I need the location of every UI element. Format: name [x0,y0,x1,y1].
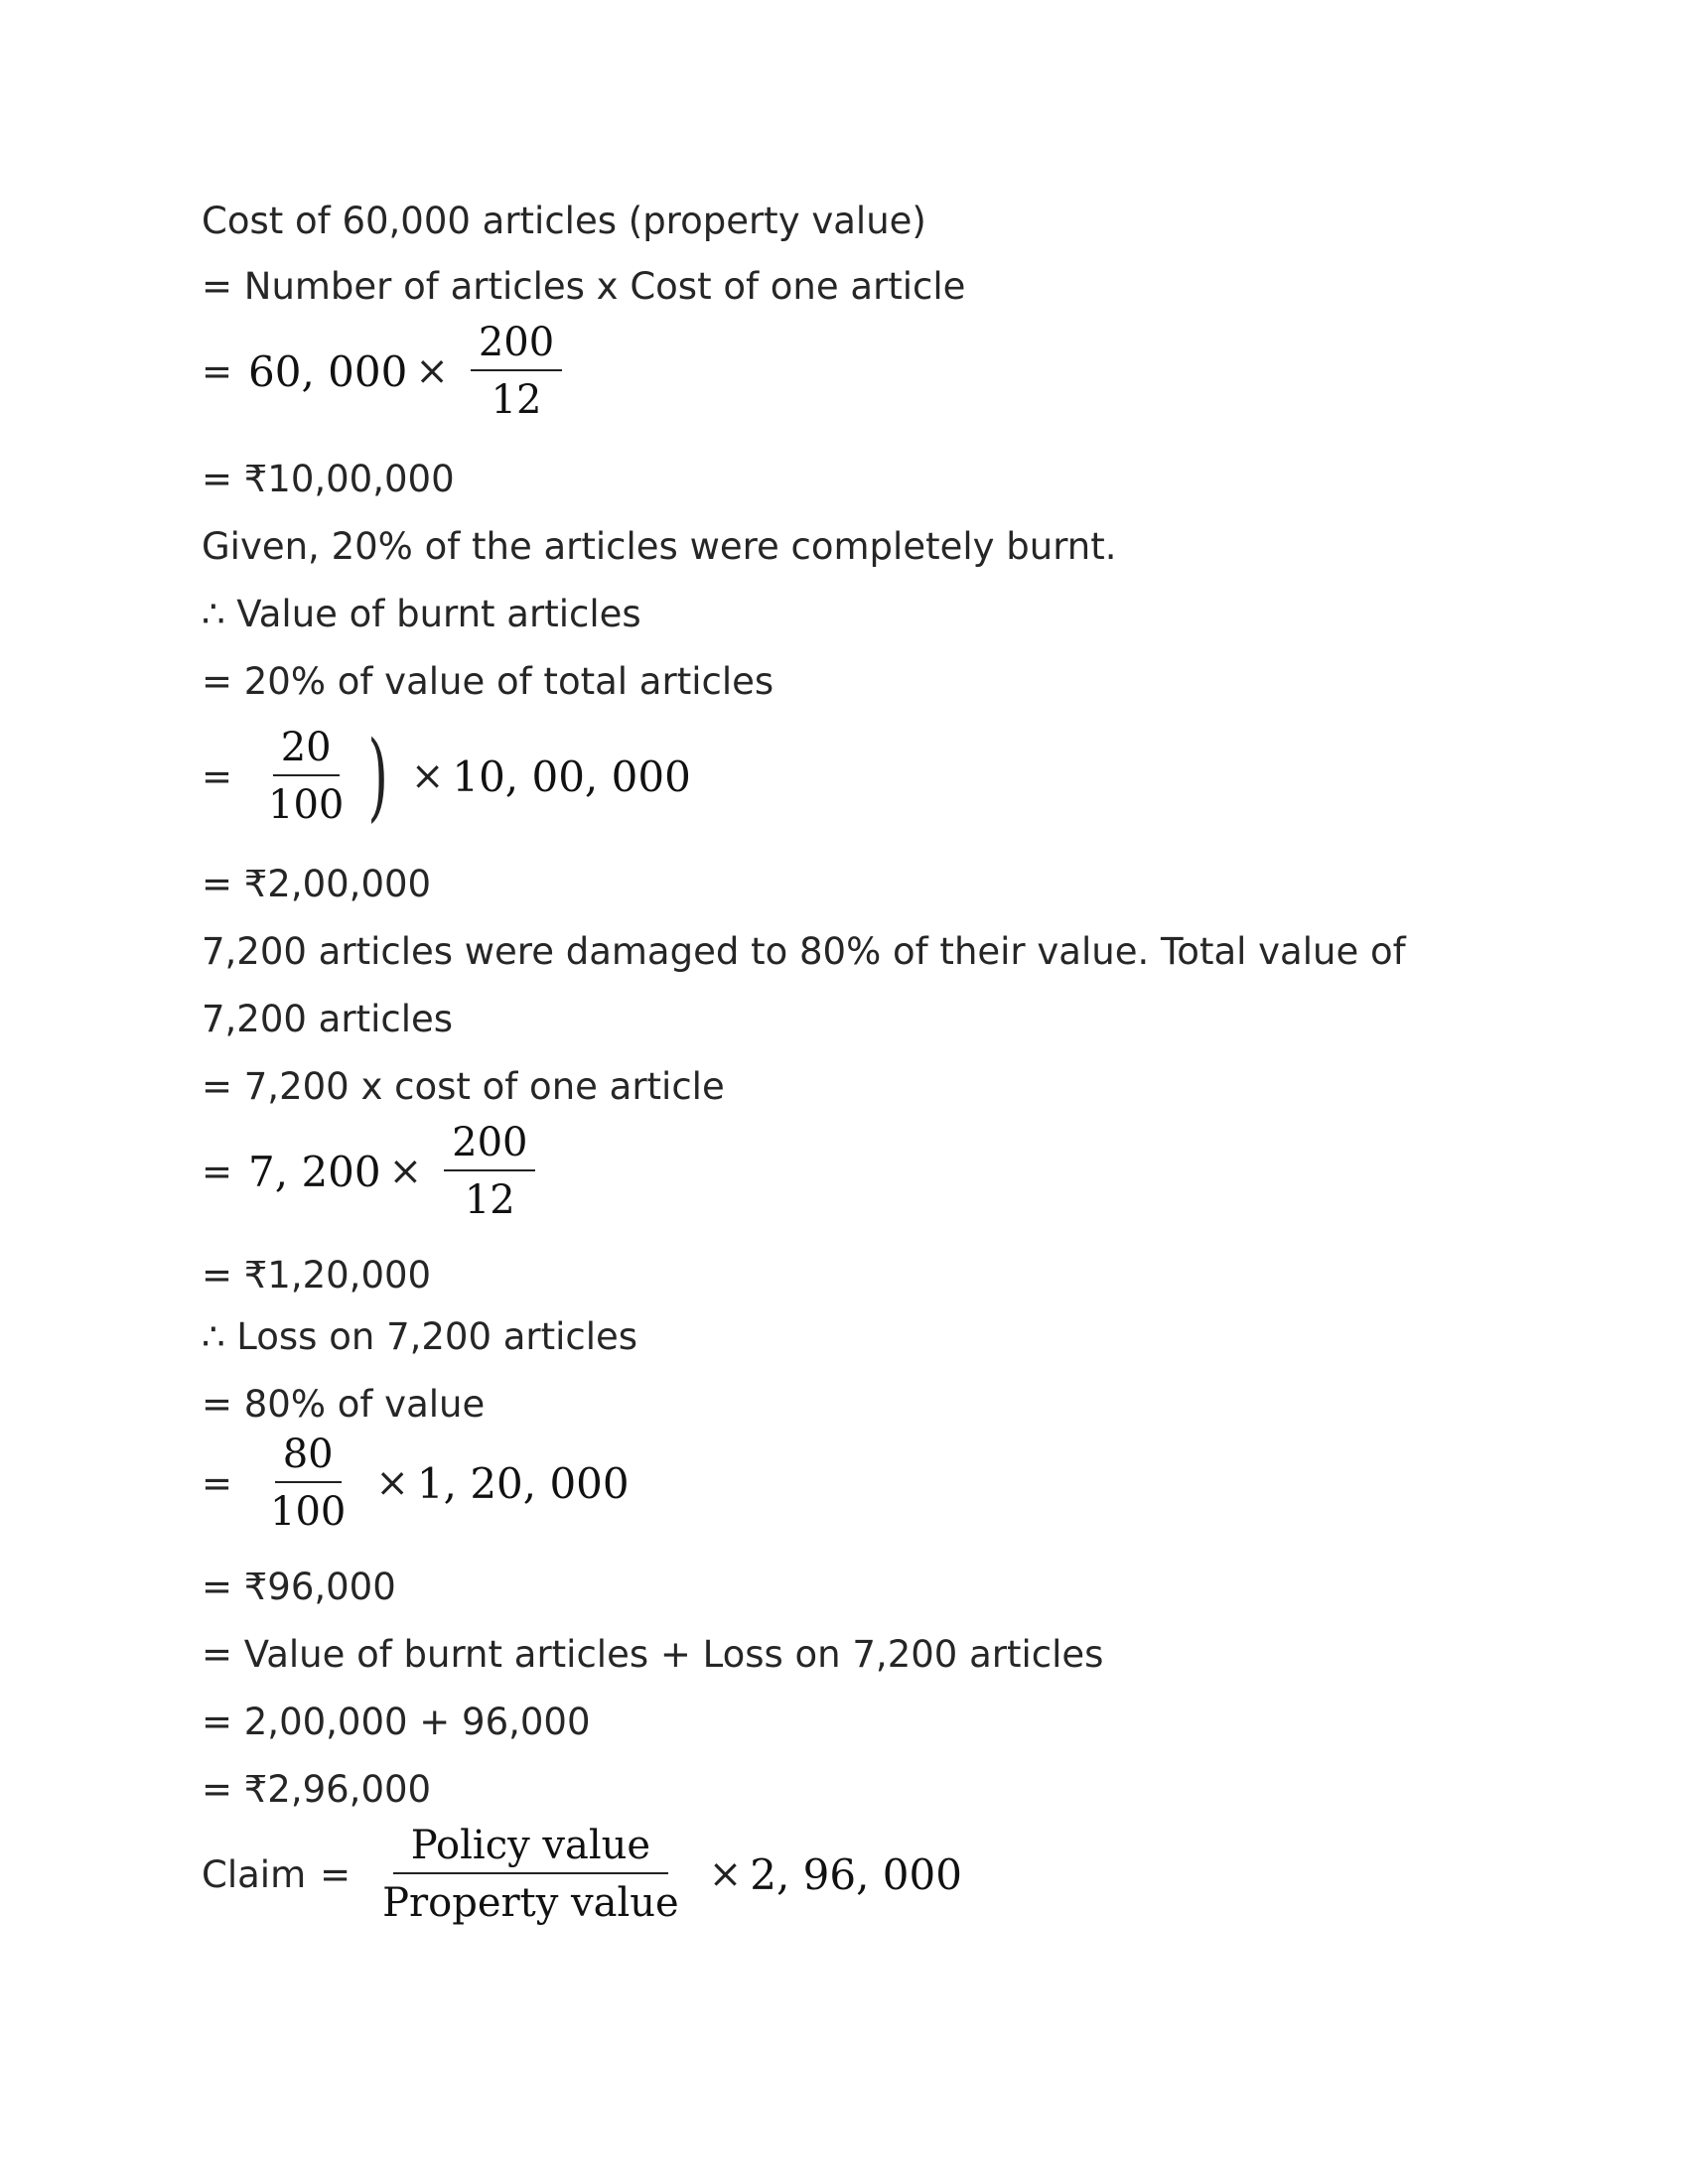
times-sign: × [410,753,445,799]
text-line: = Number of articles x Cost of one article [202,265,966,308]
fraction-denominator: 100 [270,1489,347,1535]
equation-80-over-100-times-120000 [202,1432,630,1535]
equals-sign: = [202,1150,233,1193]
equals-sign: = [320,1852,352,1896]
text-line: 7,200 articles [202,998,454,1040]
equals-sign: = [202,754,233,798]
text-line: = 20% of value of total articles [202,660,774,703]
fraction [471,320,562,423]
equation-20-over-100-times-1000000 [202,721,691,832]
equation-term: 10, 00, 000 [452,751,691,801]
equals-sign: = [202,1461,233,1505]
closing-parenthesis: ) [367,721,389,832]
fraction-numerator: 20 [273,725,340,776]
equation-60000-times-200-over-12 [202,320,576,423]
fraction-numerator: 200 [471,320,562,371]
fraction-denominator: 100 [268,782,345,828]
text-line: = 80% of value [202,1383,486,1426]
fraction-numerator: Policy value [393,1823,668,1874]
text-line: ∴ Loss on 7,200 articles [202,1315,638,1358]
fraction-numerator: 200 [444,1120,535,1171]
equation-term: 1, 20, 000 [416,1458,630,1508]
equation-term: 60, 000 [248,346,408,396]
equation-term: 7, 200 [248,1147,381,1196]
equation-7200-times-200-over-12 [202,1120,549,1223]
text-line: Given, 20% of the articles were completely burnt. [202,525,1117,568]
equation-term: 2, 96, 000 [750,1849,962,1899]
claim-label: Claim [202,1852,307,1896]
fraction-denominator: Property value [382,1880,679,1926]
fraction-denominator: 12 [491,377,542,423]
text-line: = ₹2,96,000 [202,1768,432,1811]
text-line: = Value of burnt articles + Loss on 7,200 articles [202,1633,1104,1676]
text-line: = ₹1,20,000 [202,1254,432,1297]
times-sign: × [708,1851,743,1897]
fraction-denominator: 12 [464,1177,515,1223]
text-line: Cost of 60,000 articles (property value) [202,200,926,242]
fraction-numerator: 80 [275,1432,342,1483]
text-line: 7,200 articles were damaged to 80% of their value. Total value of [202,930,1406,973]
fraction [374,1823,687,1926]
text-line: = 7,200 x cost of one article [202,1065,725,1108]
equals-sign: = [202,349,233,393]
fraction [444,1120,535,1223]
fraction [260,725,352,828]
times-sign: × [415,348,449,394]
times-sign: × [388,1149,423,1194]
text-line: = ₹10,00,000 [202,458,455,500]
fraction [262,1432,353,1535]
text-line: = ₹96,000 [202,1566,396,1608]
text-line: ∴ Value of burnt articles [202,593,641,635]
text-line: = 2,00,000 + 96,000 [202,1701,591,1743]
times-sign: × [375,1460,409,1506]
text-line: = ₹2,00,000 [202,863,432,905]
claim-equation [202,1823,962,1926]
